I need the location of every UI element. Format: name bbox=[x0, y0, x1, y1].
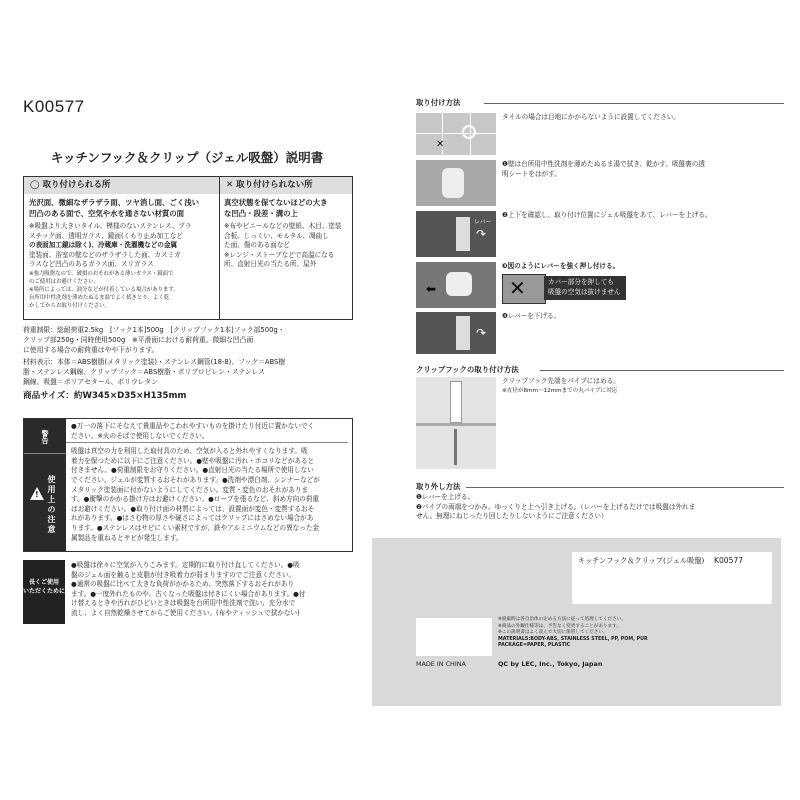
cover-note-line-0: カバー部分を押しても bbox=[548, 278, 614, 286]
cannot-attach-line-1: 合板、しっくい、モルタル、凋曲し bbox=[224, 231, 329, 240]
warning-divider bbox=[66, 442, 348, 443]
package-materials-0: MATERIALS:BODY-ABS, STAINLESS STEEL, PP, POM, PUR bbox=[498, 636, 648, 642]
can-attach-line-9: かしてからお取り付けください。 bbox=[29, 302, 110, 309]
cover-note-line-1: 吸盤の空気は抜けません bbox=[548, 287, 621, 296]
step1-line-0: ❶壁は台所用中性洗剤を薄めたぬるま湯で拭き、乾かす。吸盤裏の透 bbox=[502, 160, 705, 168]
left-arrow-icon: ⬅ bbox=[426, 282, 437, 296]
detach-line-1: ❷パイプの両端をつかみ、ゆっくりと上へ引き上げる。（レバーを上げるだけでは吸盤は外れま bbox=[416, 502, 696, 511]
correct-position-icon bbox=[462, 125, 476, 139]
package-notes bbox=[498, 617, 768, 650]
package-panel bbox=[372, 538, 781, 706]
clip-text bbox=[502, 377, 620, 396]
product-size: 商品サイズ：約W345×D35×H135mm bbox=[23, 391, 187, 401]
package-code: K00577 bbox=[714, 556, 744, 565]
can-attach-line-4: ラスなど凹凸のあるガラス面、スリガラス bbox=[29, 260, 154, 269]
lever-down-photo bbox=[416, 312, 496, 354]
can-attach-body bbox=[29, 198, 217, 310]
caution-line-9: 属製品を重ねるとサビが発生します。 bbox=[71, 533, 183, 542]
load-line-1: クリップ部250g・同時使用500g ※平滑面における耐荷重。微細な凹凸面 bbox=[23, 336, 254, 344]
caution-line-1: 着力を保つために以下にご注意ください。●壁や吸盤に汚れ・ホコリなどがあると bbox=[71, 456, 315, 465]
detach-line-0: ❶レバーを上げる。 bbox=[416, 493, 475, 501]
care-side-1: いただくために bbox=[23, 588, 66, 595]
package-name: キッチンフック＆クリップ(ジェル吸盤) bbox=[578, 556, 705, 565]
caution-line-4: メタリック塗装面に付かないようにしてください。変質・変色のおそれがありま bbox=[71, 485, 309, 494]
step1-line-1: 明シートをはがす。 bbox=[502, 169, 561, 178]
step3: ❸図のようにレバーを強く押し付ける。 bbox=[502, 262, 620, 270]
warning-content bbox=[71, 422, 349, 543]
clip-rule bbox=[540, 370, 784, 371]
material-line-2: 鋼線、吸盤＝ポリアセタール、ポリウレタン bbox=[23, 378, 158, 386]
step1 bbox=[502, 160, 782, 179]
material-line-0: 材料表示：本体＝ABS樹脂(メタリック塗装)・ステンレス鋼管(18-8)、フック＝ABS樹 bbox=[23, 358, 286, 366]
pressing-photo bbox=[416, 262, 496, 308]
clip-heading: クリップフックの取り付け方法 bbox=[416, 365, 519, 374]
company: QC by LEC, Inc., Tokyo, Japan bbox=[498, 660, 603, 668]
caution-line-3: でください。ジェルが変質するおそれがあります。●洗剤や漂白剤、シンナーなどが bbox=[71, 475, 320, 484]
blank-label bbox=[416, 618, 492, 656]
mounting-photo bbox=[416, 211, 496, 257]
made-in: MADE IN CHINA bbox=[416, 660, 466, 668]
can-attach-line-2: の表面加工鏡は除く)、冷蔵庫・洗濯機などの金属 bbox=[29, 241, 178, 250]
package-label bbox=[572, 552, 772, 604]
can-attach-line-1: スチック面、透明ガラス、鏡面(くもり止め加工など bbox=[29, 231, 183, 240]
care-line-1: 盤のジェル面を触ると皮脂が付き吸着力が弱まりますのでご注意ください。 bbox=[71, 570, 296, 579]
material-line-1: 脂・ステンレス鋼線、クリップフック＝ABS樹脂・ポリプロピレン・ステンレス bbox=[23, 368, 265, 376]
caution-line-2: 付きません。●荷重制限をお守りください。●直射日光の当たる場所で使用しない bbox=[71, 466, 314, 475]
caution-triangle-icon: ! bbox=[30, 487, 44, 500]
detach-rule bbox=[466, 487, 784, 488]
curved-arrow-icon: ↷ bbox=[476, 227, 487, 241]
care-line-5: 流し、よく自然乾燥させてからご使用ください。(布やティッシュで拭かない) bbox=[71, 608, 300, 617]
warning-box bbox=[23, 418, 353, 552]
cross-icon: ✕ bbox=[226, 180, 237, 190]
material-info bbox=[23, 357, 353, 387]
can-attach-line-7: ※場所によっては、油分などが付着している場合があります。 bbox=[29, 286, 179, 293]
can-attach-bold-1: 凹凸のある面で、空気や水を通さない材質の面 bbox=[29, 208, 185, 218]
step4: ❹レバーを下げる。 bbox=[502, 312, 561, 320]
can-attach-heading: 取り付けられる所 bbox=[42, 180, 111, 190]
cover-diagram bbox=[502, 274, 546, 304]
can-attach-line-3: 塗装面、浴室の壁などのザラザラした面、カスミガ bbox=[29, 250, 181, 259]
attach-rule bbox=[484, 103, 784, 104]
can-attach-line-6: のご使用はお避けください。 bbox=[29, 278, 100, 285]
care-sidebar bbox=[23, 560, 65, 624]
product-code: K00577 bbox=[23, 97, 85, 116]
specs bbox=[23, 325, 353, 401]
caution-line-7: れがあります。●はさむ物の厚さや硬さによってはクリップにはさめない場合があ bbox=[71, 514, 314, 523]
care-box bbox=[23, 560, 351, 624]
caution-line-8: ります。●ステンレスはサビにくい素材ですが、鉄やアルミニウムなどの異なった金 bbox=[71, 523, 320, 532]
tile-note: タイルの場合は目地にかからないように設置してください。 bbox=[502, 113, 680, 121]
cannot-attach-bold-1: な凹凸・段差・溝の上 bbox=[224, 208, 298, 218]
load-line-2: に使用する場合の耐荷重はやや下がります。 bbox=[23, 346, 159, 354]
can-attach-bold-0: 光沢面、微細なザラザラ面、ツヤ消し面、ごく浅い bbox=[29, 198, 199, 207]
page-title: キッチンフック＆クリップ（ジェル吸盤）説明書 bbox=[50, 150, 324, 165]
can-attach-line-5: ※強力吸盤なので、破損のおそれがある薄いガラス・鏡面で bbox=[29, 270, 174, 277]
can-attach-header bbox=[24, 177, 219, 194]
caution-line-6: はお避けください。●取り付け面の材質によっては、設置面が変色・変質するおそ bbox=[71, 504, 315, 513]
load-limit bbox=[23, 325, 353, 355]
can-attach-line-0: ※吸盤より大きいタイル、模様のないステンレス、プラ bbox=[29, 222, 192, 230]
detach-heading: 取り外し方法 bbox=[416, 482, 461, 491]
cover-note-box bbox=[544, 276, 626, 300]
step2: ❷上下を確認し、取り付け位置にジェル吸盤をあて、レバーを上げる。 bbox=[502, 211, 712, 219]
cross-icon-large: ✕ bbox=[509, 276, 526, 300]
detach-line-2: せん。無理にねじったり回したりしないようにご注意ください） bbox=[416, 512, 608, 521]
care-line-4: け替えるときや汚れがひどいときは吸盤を台所用中性洗剤で洗い、充分水で bbox=[71, 599, 296, 608]
cannot-attach-heading: 取り付けられない所 bbox=[236, 180, 313, 190]
package-materials-1: PACKAGE=PAPER, PLASTIC bbox=[498, 643, 571, 649]
care-line-0: ●吸盤は徐々に空気が入りこみます。定期的に取り付け直してください。●吸 bbox=[71, 561, 300, 569]
care-line-2: ●通常の吸盤に比べて大きな負荷がかかるため、突然落下するおそれがあり bbox=[71, 580, 295, 589]
warning-line-0: ●万一の落下にそなえて貴重品やこわれやすいものを掛けたり付近に置かないでく bbox=[71, 422, 315, 430]
package-note-0: ※廃棄時は各自治体の定める方法に従って処理してください。 bbox=[498, 617, 626, 622]
sidebar-divider bbox=[24, 453, 66, 454]
load-line-0: 荷重制限：総耐荷重2.5kg [フック1本]500g [クリップフック1本]フック部500g・ bbox=[23, 326, 285, 334]
cannot-attach-bold-0: 真空状態を保てないほどの大き bbox=[224, 198, 328, 207]
package-note-2: ※この説明書はよく読んで大切に保管してください。 bbox=[498, 630, 608, 636]
care-line-3: ます。●一度外れたものや、古くなった吸盤は付きにくい場合があります。●付 bbox=[71, 589, 306, 598]
caution-label: 使用上の注意 bbox=[47, 475, 56, 535]
cannot-attach-body bbox=[224, 198, 350, 270]
circle-icon: ◯ bbox=[30, 180, 43, 190]
attach-heading: 取り付け方法 bbox=[416, 98, 461, 107]
column-divider bbox=[219, 177, 220, 319]
caution-line-0: 吸盤は真空の力を利用した取付具のため、空気が入ると外れやすくなります。吸 bbox=[71, 447, 308, 456]
warning-line-1: ださい。※火のそばで使用しないでください。 bbox=[71, 431, 209, 440]
attach-location-table bbox=[23, 176, 353, 320]
clip-photo bbox=[416, 377, 496, 469]
cannot-attach-header bbox=[220, 177, 352, 194]
care-side-0: 長くご使用 bbox=[28, 579, 59, 586]
tile-photo bbox=[416, 113, 496, 155]
warning-label: 警告 bbox=[41, 430, 49, 444]
cannot-attach-line-0: ※布やビニールなどの壁紙、木目、塗装 bbox=[224, 222, 342, 230]
wiping-photo bbox=[416, 160, 496, 206]
detach-text bbox=[416, 493, 784, 522]
cannot-attach-line-3: ※レンジ・ストーブなどで高温になる bbox=[224, 250, 335, 259]
lever-label: レバー bbox=[474, 219, 492, 226]
caution-line-5: す。●衝撃のかかる掛け方はお避けください。●ロープを張るなど、斜め方向の荷重 bbox=[71, 495, 320, 504]
wrong-position-icon: ✕ bbox=[436, 139, 445, 150]
clip-line-0: クリップフック先端をパイプにはめる。 bbox=[502, 377, 620, 385]
package-note-1: ※商品の外観仕様等は、予告なく変更することがあります。 bbox=[498, 623, 621, 629]
down-arrow-icon: ↷ bbox=[476, 326, 487, 340]
care-content bbox=[71, 561, 351, 619]
cannot-attach-line-4: 所、直射日光の当たる所、屋外 bbox=[224, 260, 317, 269]
cannot-attach-line-2: た面、傷のある面など bbox=[224, 241, 290, 250]
can-attach-line-8: 台所用中性洗剤を薄めたぬるま湯でよく拭きとり、よく乾 bbox=[29, 294, 170, 301]
warning-sidebar bbox=[24, 419, 66, 551]
clip-line-1: ※直径が8mm〜12mmまでの丸パイプに対応 bbox=[502, 387, 618, 394]
